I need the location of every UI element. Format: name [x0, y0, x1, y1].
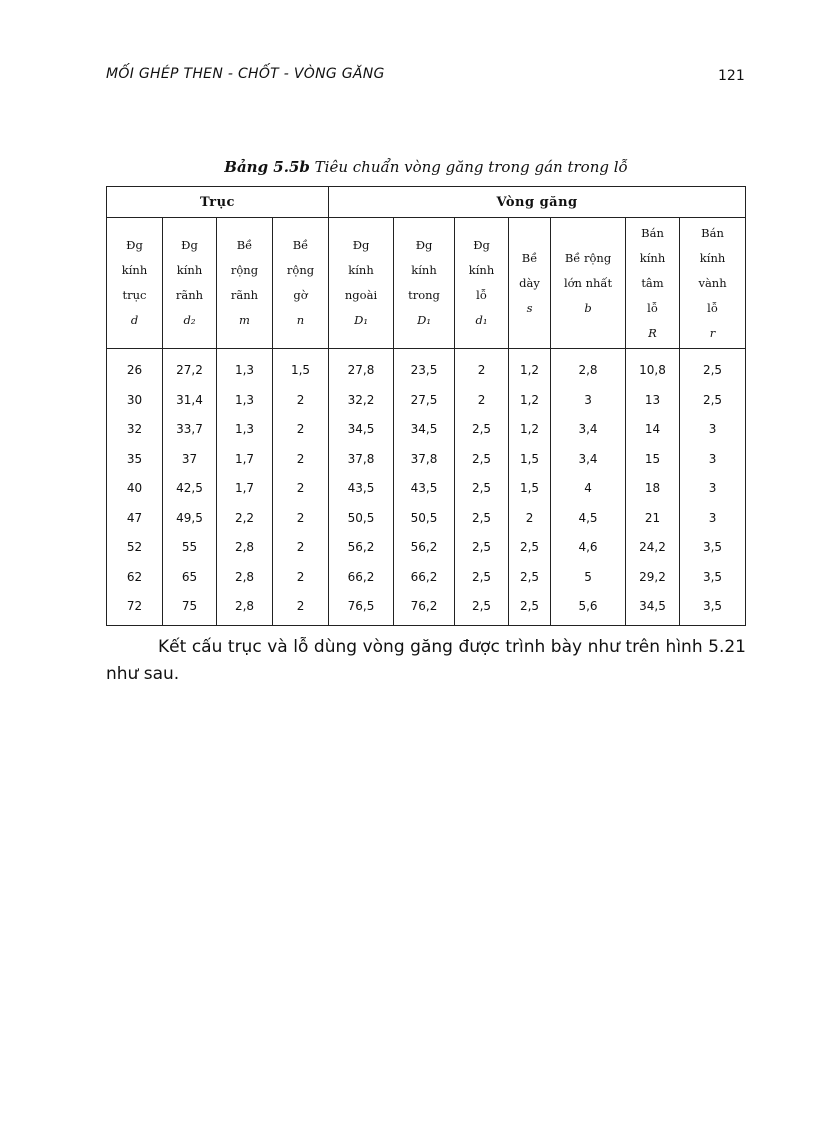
- table-cell: 1,5: [273, 349, 329, 386]
- table-cell: 37,8: [394, 444, 455, 474]
- column-header-line: Đg: [473, 238, 490, 252]
- column-header-line: vành: [698, 275, 727, 290]
- table-caption: [106, 158, 746, 176]
- table-cell: 3: [680, 474, 746, 504]
- column-header: [217, 218, 273, 349]
- table-cell: 2,8: [217, 592, 273, 626]
- table-cell: 32: [107, 415, 163, 445]
- table-cell: 3,4: [551, 444, 626, 474]
- column-header-line: trục: [122, 288, 147, 302]
- table-cell: 2,5: [509, 592, 551, 626]
- table-cell: 2,5: [455, 533, 509, 563]
- table-cell: 50,5: [394, 503, 455, 533]
- table-cell: 34,5: [626, 592, 680, 626]
- table-cell: 3,5: [680, 562, 746, 592]
- column-header-row: [107, 218, 746, 349]
- table-row: [107, 533, 746, 563]
- table-cell: 1,3: [217, 349, 273, 386]
- table-cell: 13: [626, 385, 680, 415]
- table-cell: 27,8: [329, 349, 394, 386]
- column-header-line: dày: [519, 275, 540, 290]
- column-header-line: rộng: [286, 263, 315, 277]
- table-cell: 15: [626, 444, 680, 474]
- table-cell: 3: [680, 415, 746, 445]
- table-cell: 2: [509, 503, 551, 533]
- table-cell: 32,2: [329, 385, 394, 415]
- table-cell: 2,8: [217, 562, 273, 592]
- table-cell: 1,2: [509, 385, 551, 415]
- table-cell: 26: [107, 349, 163, 386]
- column-header: [163, 218, 217, 349]
- table-row: [107, 592, 746, 626]
- table-cell: 2: [455, 349, 509, 386]
- paragraph-text: Kết cấu trục và lỗ dùng vòng găng được trình bày như trên hình 5.21 như sau.: [106, 637, 746, 684]
- table-cell: 27,2: [163, 349, 217, 386]
- ring-standard-table: [106, 186, 746, 626]
- table-cell: 2,5: [455, 444, 509, 474]
- table-cell: 2,5: [455, 415, 509, 445]
- table-cell: 1,3: [217, 385, 273, 415]
- table-cell: 2,5: [455, 592, 509, 626]
- table-cell: 40: [107, 474, 163, 504]
- table-cell: 72: [107, 592, 163, 626]
- table-cell: 62: [107, 562, 163, 592]
- table-cell: 2,5: [509, 533, 551, 563]
- running-header: MỐI GHÉP THEN - CHỐT - VÒNG GĂNG: [106, 66, 385, 82]
- column-header: [626, 218, 680, 349]
- table-cell: 35: [107, 444, 163, 474]
- table-cell: 2: [273, 562, 329, 592]
- page-number: 121: [718, 68, 745, 84]
- body-paragraph: [106, 634, 746, 688]
- table-cell: 2: [273, 474, 329, 504]
- column-header-line: Bề rộng: [564, 250, 612, 265]
- column-header-line: kính: [699, 250, 726, 265]
- column-header-line: Bề: [292, 238, 309, 252]
- table-cell: 2,5: [680, 385, 746, 415]
- column-header-line: kính: [348, 263, 374, 277]
- column-header-line: Bán: [701, 225, 724, 240]
- table-row: [107, 562, 746, 592]
- column-header-symbol: d: [130, 313, 139, 327]
- column-header: [329, 218, 394, 349]
- table-cell: 29,2: [626, 562, 680, 592]
- column-header-symbol: R: [648, 325, 657, 340]
- table-cell: 42,5: [163, 474, 217, 504]
- column-header-symbol: b: [584, 300, 592, 315]
- column-header: [509, 218, 551, 349]
- column-header-symbol: n: [296, 313, 305, 327]
- table-cell: 37: [163, 444, 217, 474]
- column-header-symbol: d₁: [475, 313, 488, 327]
- table-cell: 5,6: [551, 592, 626, 626]
- column-header-line: Đg: [415, 238, 433, 252]
- table-cell: 2,5: [455, 562, 509, 592]
- column-header-line: lỗ: [647, 300, 658, 315]
- column-header: [455, 218, 509, 349]
- caption-number: Bảng 5.5b: [224, 158, 310, 176]
- column-header-line: Bán: [641, 225, 664, 240]
- column-header-line: kính: [639, 250, 666, 265]
- table-cell: 2: [273, 503, 329, 533]
- table-cell: 23,5: [394, 349, 455, 386]
- table-cell: 2: [273, 533, 329, 563]
- table-cell: 1,7: [217, 444, 273, 474]
- column-header-line: Đg: [181, 238, 198, 252]
- column-header-symbol: d₂: [183, 313, 196, 327]
- table-cell: 37,8: [329, 444, 394, 474]
- table-cell: 2,5: [455, 503, 509, 533]
- table-cell: 2,5: [455, 474, 509, 504]
- column-header-symbol: m: [239, 313, 250, 327]
- table-cell: 56,2: [394, 533, 455, 563]
- column-header-line: rãnh: [230, 288, 259, 302]
- table-cell: 33,7: [163, 415, 217, 445]
- table-cell: 2: [273, 592, 329, 626]
- column-header-line: Đg: [126, 238, 143, 252]
- table-cell: 21: [626, 503, 680, 533]
- column-header: [107, 218, 163, 349]
- table-cell: 3,5: [680, 533, 746, 563]
- table-cell: 18: [626, 474, 680, 504]
- table-cell: 66,2: [329, 562, 394, 592]
- table-body: [107, 349, 746, 626]
- table-cell: 10,8: [626, 349, 680, 386]
- table-cell: 3: [551, 385, 626, 415]
- table-cell: 2: [455, 385, 509, 415]
- table-cell: 3: [680, 503, 746, 533]
- column-header-symbol: r: [709, 325, 716, 340]
- column-header-line: Đg: [352, 238, 370, 252]
- table-cell: 31,4: [163, 385, 217, 415]
- column-header-line: lỗ: [707, 300, 718, 315]
- column-header-line: rãnh: [175, 288, 204, 302]
- table-cell: 1,7: [217, 474, 273, 504]
- table-cell: 43,5: [394, 474, 455, 504]
- table-cell: 3,5: [680, 592, 746, 626]
- table-cell: 65: [163, 562, 217, 592]
- column-header-line: Bề: [236, 238, 253, 252]
- column-header-line: trong: [408, 288, 440, 302]
- table-cell: 24,2: [626, 533, 680, 563]
- table-cell: 34,5: [329, 415, 394, 445]
- column-header: [680, 218, 746, 349]
- table-cell: 3: [680, 444, 746, 474]
- column-header-symbol: D₁: [417, 313, 431, 327]
- table-row: [107, 415, 746, 445]
- column-header-line: ngoài: [344, 288, 378, 302]
- table-cell: 2,8: [551, 349, 626, 386]
- table-cell: 1,2: [509, 349, 551, 386]
- table-cell: 2: [273, 444, 329, 474]
- table-cell: 1,5: [509, 444, 551, 474]
- column-header-line: kính: [176, 263, 203, 277]
- table-cell: 3,4: [551, 415, 626, 445]
- table-cell: 1,2: [509, 415, 551, 445]
- table-row: [107, 444, 746, 474]
- group-header-shaft: Trục: [107, 187, 329, 218]
- table-row: [107, 474, 746, 504]
- column-header: [551, 218, 626, 349]
- column-header: [394, 218, 455, 349]
- table-cell: 34,5: [394, 415, 455, 445]
- column-header-symbol: s: [526, 300, 533, 315]
- table-cell: 56,2: [329, 533, 394, 563]
- column-header-line: gờ: [293, 288, 308, 302]
- table-cell: 2,8: [217, 533, 273, 563]
- table-cell: 27,5: [394, 385, 455, 415]
- table-cell: 76,2: [394, 592, 455, 626]
- table-cell: 55: [163, 533, 217, 563]
- table-cell: 1,3: [217, 415, 273, 445]
- group-header-ring: Vòng găng: [329, 187, 746, 218]
- column-header-line: Bề: [521, 250, 538, 265]
- column-header-line: tâm: [641, 275, 664, 290]
- column-header-line: rộng: [230, 263, 259, 277]
- column-header-line: kính: [411, 263, 437, 277]
- table-cell: 4,6: [551, 533, 626, 563]
- table-cell: 52: [107, 533, 163, 563]
- table-cell: 30: [107, 385, 163, 415]
- column-header-line: lỗ: [476, 288, 487, 302]
- column-header-line: kính: [121, 263, 148, 277]
- table-cell: 2,5: [509, 562, 551, 592]
- table-cell: 66,2: [394, 562, 455, 592]
- column-header-line: lớn nhất: [563, 275, 613, 290]
- column-header: [273, 218, 329, 349]
- table-cell: 2: [273, 385, 329, 415]
- caption-text: Tiêu chuẩn vòng găng trong gán trong lỗ: [314, 158, 628, 176]
- table-cell: 2,5: [680, 349, 746, 386]
- table-cell: 43,5: [329, 474, 394, 504]
- table-cell: 5: [551, 562, 626, 592]
- table-cell: 76,5: [329, 592, 394, 626]
- table-cell: 75: [163, 592, 217, 626]
- column-header-line: kính: [468, 263, 495, 277]
- table-row: [107, 503, 746, 533]
- table-row: [107, 349, 746, 386]
- table-cell: 2,2: [217, 503, 273, 533]
- table-cell: 1,5: [509, 474, 551, 504]
- table-cell: 2: [273, 415, 329, 445]
- table-cell: 49,5: [163, 503, 217, 533]
- table-cell: 50,5: [329, 503, 394, 533]
- table-cell: 47: [107, 503, 163, 533]
- column-header-symbol: D₁: [354, 313, 368, 327]
- table-cell: 4,5: [551, 503, 626, 533]
- table-cell: 4: [551, 474, 626, 504]
- table-row: [107, 385, 746, 415]
- group-header-row: [107, 187, 746, 218]
- table-cell: 14: [626, 415, 680, 445]
